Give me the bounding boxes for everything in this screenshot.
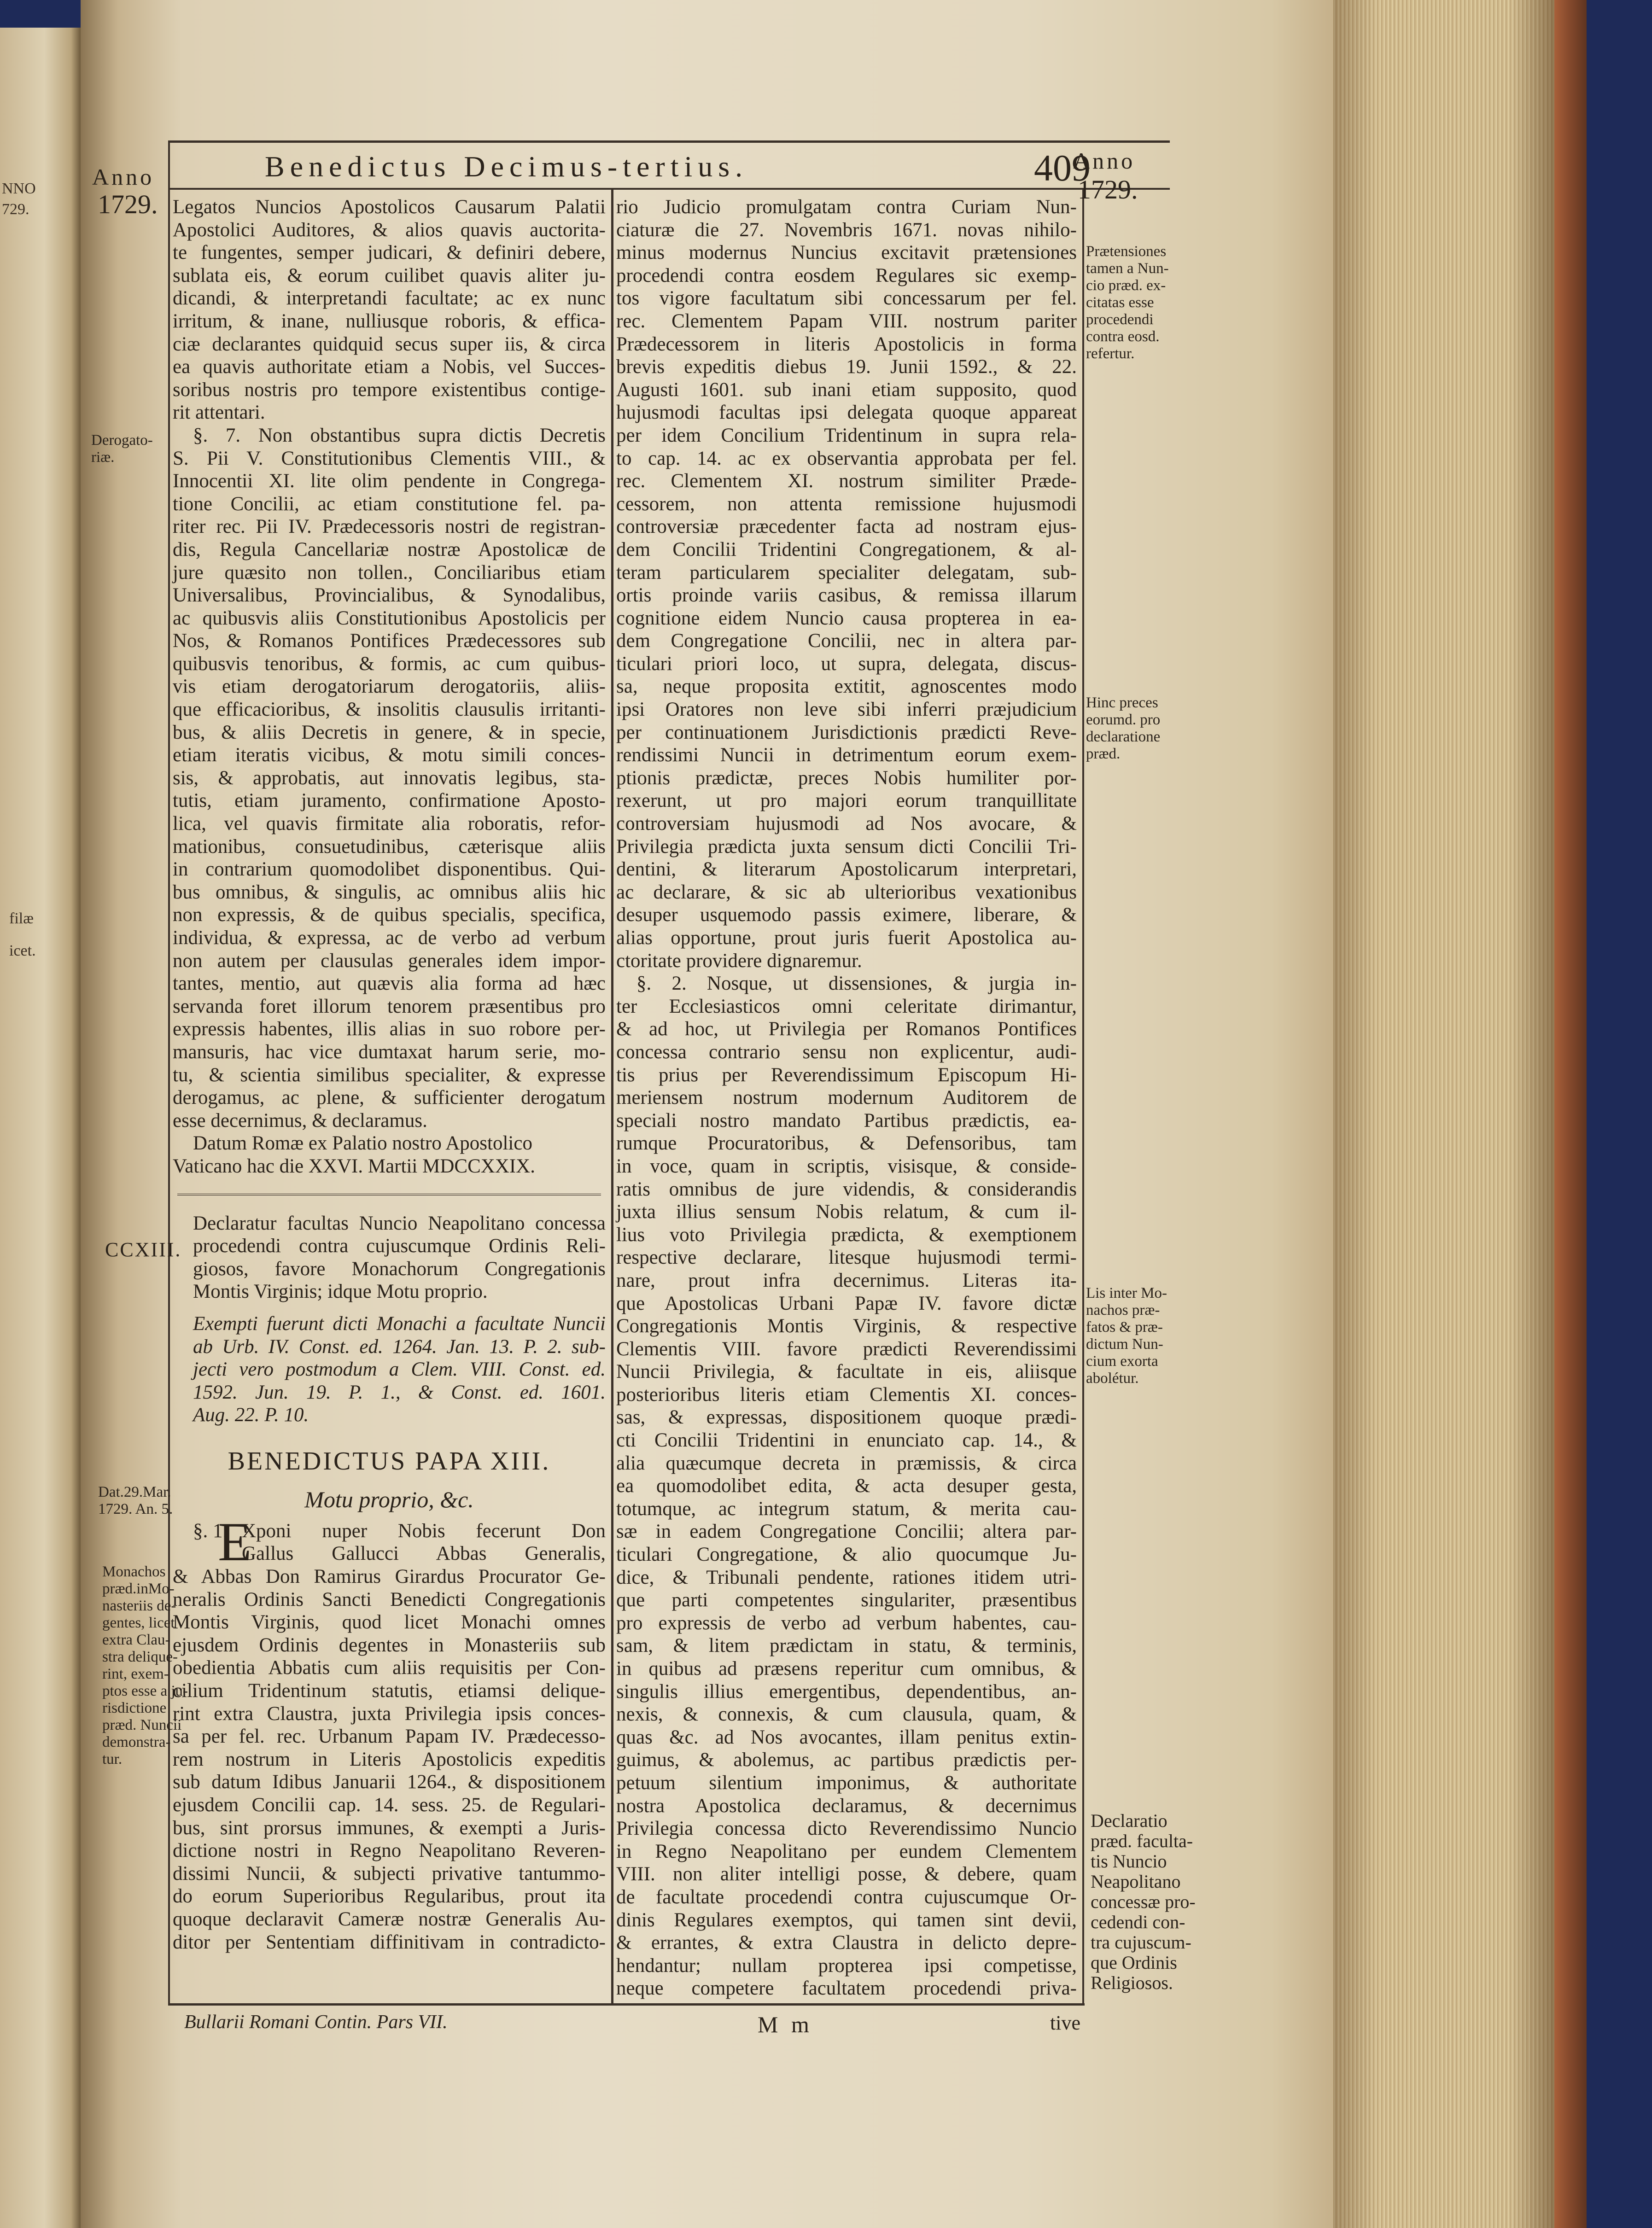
book-cover-edge	[1554, 0, 1587, 2228]
text-line: in voce, quam in scriptis, visisque, & conside-	[616, 1155, 1077, 1177]
margin-line: Monachos	[102, 1563, 166, 1580]
text-line: bus, & aliis Decretis in genere, & in specie,	[173, 721, 606, 743]
text-line: soribus nostris pro tempore existentibus contige-	[173, 379, 606, 401]
anno-label-right: Anno	[1073, 148, 1136, 174]
text-line: Declaratur facultas Nuncio Neapolitano concessa	[193, 1212, 606, 1234]
margin-line: refertur.	[1086, 345, 1135, 362]
text-line: giosos, favore Monachorum Congregationis	[193, 1258, 606, 1280]
margin-note-derogatoriae	[91, 432, 153, 466]
page-number: 409	[1034, 147, 1091, 189]
text-line: servanda foret illorum tenorem præsentibus pro	[173, 995, 606, 1017]
text-line: ciæ declarantes quidquid secus super iis, & circa	[173, 333, 606, 355]
text-line: Aug. 22. P. 10.	[193, 1404, 309, 1426]
text-line: dem Concilii Tridentini Congregationem, & al-	[616, 538, 1077, 560]
text-line: Vaticano hac die XXVI. Martii MDCCXXIX.	[173, 1155, 535, 1177]
margin-line: tamen a Nun-	[1086, 260, 1169, 277]
text-line: to cap. 14. ac ex observantia approbata per fel.	[616, 447, 1077, 469]
text-line: Nos, & Romanos Pontifices Prædecessores sub	[173, 630, 606, 652]
text-line: cessorem, non attenta remissione hujusmodi	[616, 493, 1077, 515]
margin-line: ptos esse a ju-	[102, 1683, 188, 1699]
text-line: brevis expeditis diebus 19. Junii 1592., & 22.	[616, 356, 1077, 378]
text-line: bus, sint prorsus immunes, & exempti a Juris-	[173, 1817, 606, 1839]
text-line: tantes, mentio, aut quævis alia forma ad hæc	[173, 973, 606, 995]
text-line: individua, & expressa, ac de verbo ad verbum	[173, 927, 606, 949]
text-line: Privilegia concessa dicto Reverendissimo Nuncio	[616, 1818, 1077, 1840]
year-left: 1729.	[98, 189, 158, 219]
left-page-fragment: NNO	[2, 180, 36, 197]
text-line: derogamus, ac plene, & sufficienter derogatum	[173, 1087, 606, 1109]
margin-line: Prætensiones	[1086, 243, 1167, 260]
text-line: desuper usquemodo passis eximere, liberare, &	[616, 904, 1077, 926]
text-line: Xponi nuper Nobis fecerunt Don	[242, 1520, 606, 1542]
text-line: de facultate procedendi contra cujuscumque Or-	[616, 1886, 1077, 1908]
text-line: sas, & expressas, dispositionem quoque prædi-	[616, 1406, 1077, 1429]
frame-bottom-rule	[168, 2003, 1085, 2006]
margin-line: stra delique-	[102, 1649, 178, 1665]
margin-line: Dat.29.Mar.	[98, 1484, 171, 1500]
text-line: in contrarium quomodolibet disponentibus. Qui-	[173, 858, 606, 881]
text-line: nexis, & connexis, & cum clausula, quam, &	[616, 1703, 1077, 1726]
text-line: sa, neque proposita extitit, agnoscentes modo	[616, 676, 1077, 698]
text-line: in quibus ad præsens reperitur cum omnibus, &	[616, 1658, 1077, 1680]
left-page-fragment: icet.	[9, 942, 36, 959]
margin-note-declaratio	[1091, 1811, 1196, 1993]
text-line: rint extra Claustra, juxta Privilegia ipsis conces-	[173, 1703, 606, 1725]
text-line: ab Urb. IV. Const. ed. 1264. Jan. 13. P. 2. sub-	[193, 1336, 606, 1358]
text-line: dice, & Tribunali pendente, rationes itidem utri-	[616, 1566, 1077, 1588]
text-line: que Apostolicas Urbani Papæ IV. favore dictæ	[616, 1292, 1077, 1314]
text-line: ticulari priori loco, ut supra, delegata, discus-	[616, 653, 1077, 675]
text-line: rec. Clementem XI. nostrum similiter Præde-	[616, 470, 1077, 492]
text-line: controversiam hujusmodi ad Nos avocare, &	[616, 813, 1077, 835]
text-line: ptionis prædictæ, preces Nobis humiliter por-	[616, 767, 1077, 789]
text-line: tione Concilii, ac etiam constitutione fel. pa-	[173, 493, 606, 515]
text-line: minus modernus Nuncius excitavit prætensiones	[616, 242, 1077, 264]
margin-line: que Ordinis	[1091, 1952, 1177, 1973]
text-line: rem nostrum in Literis Apostolicis expeditis	[173, 1748, 606, 1770]
text-line: dem Congregatione Concilii, nec in altera par-	[616, 630, 1077, 652]
text-line: posterioribus literis etiam Clementis XI. conces-	[616, 1383, 1077, 1406]
text-line: dis, Regula Cancellariæ nostræ Apostolicæ de	[173, 538, 606, 560]
catchword: tive	[1050, 2012, 1080, 2034]
margin-note-lis-inter	[1086, 1285, 1167, 1387]
text-line: pro expressis de verbo ad verbum habentes, cau-	[616, 1612, 1077, 1634]
text-line: cti Concilii Tridentini in enunciato cap. 14., &	[616, 1429, 1077, 1452]
text-line: petuum silentium imponimus, & authoritate	[616, 1772, 1077, 1794]
margin-note-praetensiones	[1086, 243, 1169, 362]
text-line: tis prius per Reverendissimum Episcopum Hi-	[616, 1064, 1077, 1086]
left-page-fragment: filæ	[9, 910, 34, 927]
text-line: per continuationem Jurisdictionis prædicti Reve-	[616, 721, 1077, 743]
text-line: lica, vel quavis firmitate alia roboratis, refor-	[173, 813, 606, 835]
margin-line: nachos præ-	[1086, 1302, 1160, 1318]
margin-line: præd. faculta-	[1091, 1831, 1193, 1851]
margin-line: demonstra-	[102, 1734, 171, 1750]
text-line: etiam iteratis vicibus, & motu simili conces-	[173, 744, 606, 766]
text-line: procedendi contra cujuscumque Ordinis Reli-	[193, 1235, 606, 1257]
margin-line: citatas esse	[1086, 294, 1154, 311]
text-line: in Regno Neapolitano per eundem Clementem	[616, 1840, 1077, 1862]
text-line: sa per fel. rec. Urbanum Papam IV. Prædecesso-	[173, 1726, 606, 1748]
text-line: concessa contrario sensu non explicentur, audi-	[616, 1041, 1077, 1063]
text-line: neque competere facultatem procedendi priva-	[616, 1977, 1077, 2000]
text-line: Datum Romæ ex Palatio nostro Apostolico	[193, 1132, 532, 1155]
text-line: obedientia Abbatis cum aliis requisitis per Con-	[173, 1657, 606, 1679]
text-line: dinis Regulares exemptos, qui tamen sint devii,	[616, 1909, 1077, 1931]
text-line: procedendi contra eosdem Regulares sic exemp-	[616, 264, 1077, 286]
margin-line: gentes, licet	[102, 1615, 175, 1631]
text-line: rumque Procuratoribus, & Defensoribus, tam	[616, 1132, 1077, 1155]
margin-note-hinc-preces	[1086, 694, 1160, 763]
text-line: Legatos Nuncios Apostolicos Causarum Palatii	[173, 196, 606, 218]
text-line: Augusti 1601. sub inani etiam supposito, quod	[616, 379, 1077, 401]
text-line: ac quibusvis aliis Constitutionibus Apostolicis per	[173, 607, 606, 629]
text-line: per idem Concilium Tridentinum in supra rela-	[616, 424, 1077, 446]
margin-line: eorumd. pro	[1086, 712, 1161, 728]
margin-line: contra eosd.	[1086, 328, 1160, 345]
text-line: cilium Tridentinum statutis, etiamsi delique-	[173, 1680, 606, 1702]
text-line: expressis habentes, illis alias in suo robore per-	[173, 1018, 606, 1040]
text-line: sæ in eadem Congregatione Concilii; altera par-	[616, 1521, 1077, 1543]
text-line: ea quavis authoritate etiam a Nobis, vel Succes-	[173, 356, 606, 378]
text-line: dictione nostri in Regno Neapolitano Reveren-	[173, 1840, 606, 1862]
text-line: Montis Virginis; idque Motu proprio.	[193, 1281, 488, 1303]
text-line: speciali nostro mandato Partibus prædictis, ea-	[616, 1109, 1077, 1131]
text-line: teram particularem specialiter delegatam, sub-	[616, 561, 1077, 583]
text-line: te fungentes, semper judicari, & definiri debere,	[173, 242, 606, 264]
drop-capital: E	[218, 1511, 252, 1572]
text-line: nostra Apostolica declaramus, & decernimus	[616, 1795, 1077, 1817]
running-title: Benedictus Decimus-tertius.	[265, 150, 748, 183]
margin-line: nasteriis de-	[102, 1598, 176, 1614]
margin-line: Religiosos.	[1091, 1972, 1173, 1993]
text-line: do eorum Superioribus Regularibus, prout ita	[173, 1885, 606, 1907]
text-line: ctoritate providere dignaremur.	[616, 950, 862, 972]
margin-line: Lis inter Mo-	[1086, 1285, 1167, 1301]
text-line: ciaturæ die 27. Novembris 1671. novas nihilo-	[616, 219, 1077, 241]
text-line: hendantur; nullam propterea ipsi competisse,	[616, 1954, 1077, 1977]
text-line: ipsi Oratores non leve sibi inferri præjudicium	[616, 699, 1077, 721]
text-line: §. 2. Nosque, ut dissensiones, & jurgia in-	[636, 973, 1077, 995]
margin-line: præd.inMo-	[102, 1581, 175, 1597]
text-line: sub datum Idibus Januarii 1264., & dispositionem	[173, 1771, 606, 1793]
text-line: sis, & approbatis, aut innovatis legibus, sta-	[173, 767, 606, 789]
text-line: & ad hoc, ut Privilegia per Romanos Pontifices	[616, 1018, 1077, 1040]
text-line: juxta illius sensum Nobis relatum, & cum il-	[616, 1201, 1077, 1223]
text-line: Privilegia prædicta juxta sensum dicti Concilii Tri-	[616, 835, 1077, 857]
pope-heading: BENEDICTUS PAPA XIII.	[228, 1446, 551, 1476]
motu-proprio: Motu proprio, &c.	[304, 1486, 474, 1512]
text-line: Innocentii XI. lite olim pendente in Congrega-	[173, 470, 606, 492]
text-line: quas &c. ad Nos avocantes, illam penitus extin-	[616, 1726, 1077, 1748]
text-line: dissimi Nuncii, & subjecti privative tantummo-	[173, 1862, 606, 1884]
margin-line: præd.	[1086, 746, 1121, 762]
margin-line: procedendi	[1086, 311, 1154, 328]
text-line: Apostolici Auditores, & alios quavis auctorita-	[173, 219, 606, 241]
text-line: cognitione eidem Nuncio causa propterea in ea-	[616, 607, 1077, 629]
text-line: ditor per Sententiam diffinitivam in contradicto-	[173, 1931, 606, 1953]
margin-line: rint, exem-	[102, 1666, 169, 1682]
text-line: tu, & scientia similibus specialiter, & expresse	[173, 1064, 606, 1086]
text-line: neralis Ordinis Sancti Benedicti Congregationis	[173, 1588, 606, 1610]
section-1-text	[173, 1511, 606, 1954]
margin-line: cedendi con-	[1091, 1912, 1185, 1932]
margin-line: tis Nuncio	[1091, 1851, 1167, 1872]
text-line: non expressis, & de quibus specialis, specifica,	[173, 904, 606, 926]
text-line: controversiæ præcedenter facta ad nostram ejus-	[616, 516, 1077, 538]
text-line: dentini, & literarum Apostolicarum interpretari,	[616, 858, 1077, 881]
text-line: S. Pii V. Constitutionibus Clementis VIII., &	[173, 447, 606, 469]
exemption-note	[173, 1312, 606, 1427]
text-line: que parti competentes singulariter, præsentibus	[616, 1589, 1077, 1611]
text-line: esse decernimus, & declaramus.	[173, 1109, 427, 1131]
text-line: Universalibus, Provincialibus, & Synodalibus,	[173, 584, 606, 607]
text-line: rendissimi Nuncii in detrimentum eorum exem-	[616, 744, 1077, 766]
constitution-end-text	[173, 196, 606, 1178]
text-line: Prædecessorem in literis Apostolicis in forma	[616, 333, 1077, 355]
text-line: rec. Clementem Papam VIII. nostrum pariter	[616, 310, 1077, 332]
margin-line: 1729. An. 5.	[98, 1501, 173, 1517]
margin-line: abolétur.	[1086, 1370, 1139, 1387]
text-line: Clementis VIII. favore prædicti Reverendissimi	[616, 1338, 1077, 1360]
margin-line: Neapolitano	[1091, 1871, 1181, 1892]
column-divider-rule	[611, 188, 613, 2003]
text-line: respective declarare, litesque hujusmodi termi-	[616, 1247, 1077, 1269]
text-line: meriensem nostrum modernum Auditorem de	[616, 1087, 1077, 1109]
anno-label-left: Anno	[92, 164, 155, 190]
text-line: Gallus Gallucci Abbas Generalis,	[242, 1543, 606, 1565]
text-line: ea quomodolibet edita, & acta desuper gesta,	[616, 1475, 1077, 1497]
text-line: rit attentari.	[173, 402, 265, 424]
page-block-edge	[1333, 0, 1554, 2228]
margin-line: concessæ pro-	[1091, 1891, 1196, 1912]
left-page-fragment: 729.	[2, 201, 29, 218]
header-rule-lower	[168, 188, 1170, 190]
left-page-edge	[0, 28, 81, 2228]
text-line: & errantes, & extra Claustra in delicto depre-	[616, 1932, 1077, 1954]
text-line: alia quæcumque decreta in præmissis, & circa	[616, 1452, 1077, 1474]
text-line: guimus, & abolemus, ac partibus prædictis per-	[616, 1749, 1077, 1771]
text-line: sam, & litem prædictam in statu, & terminis,	[616, 1635, 1077, 1657]
text-line: ratis omnibus de jure videndis, & considerandis	[616, 1178, 1077, 1200]
header-rule	[168, 140, 1170, 143]
margin-line: Derogato-	[91, 432, 153, 449]
text-line: ticulari Congregatione, & alio quocumque Ju-	[616, 1544, 1077, 1566]
text-line: §. 7. Non obstantibus supra dictis Decretis	[193, 424, 606, 446]
footer-title: Bullarii Romani Contin. Pars VII.	[184, 2012, 448, 2033]
text-line: VIII. non aliter intelligi posse, & debere, quam	[616, 1863, 1077, 1885]
margin-line: præd. Nuncii	[102, 1717, 182, 1733]
text-line: ejusdem Ordinis degentes in Monasteriis sub	[173, 1634, 606, 1656]
section-separator	[177, 1187, 601, 1196]
text-line: tutis, etiam juramento, confirmatione Aposto-	[173, 790, 606, 812]
text-line: vis etiam derogatoriarum derogatoriis, aliis-	[173, 676, 606, 698]
text-line: rexerunt, ut pro majori eorum tranquillitate	[616, 790, 1077, 812]
text-line: quoque declaravit Cameræ nostræ Generalis Au-	[173, 1908, 606, 1930]
text-line: ejusdem Concilii cap. 14. sess. 25. de Regulari-	[173, 1794, 606, 1816]
signature-mark: M m	[758, 2012, 813, 2037]
text-line: mationibus, consuetudinibus, cæterisque aliis	[173, 835, 606, 857]
constitution-summary	[173, 1212, 606, 1303]
margin-note-date	[98, 1484, 173, 1518]
right-margin-rule	[1082, 188, 1084, 2003]
text-line: tos vigore facultatum sibi concessarum per fel.	[616, 287, 1077, 309]
text-line: Congregationis Montis Virginis, & respective	[616, 1315, 1077, 1337]
text-column-left	[173, 196, 606, 1954]
margin-line: extra Clau-	[102, 1632, 170, 1648]
text-line: Nuncii Privilegia, & facultate in eis, aliisque	[616, 1361, 1077, 1383]
text-line: jecti vero postmodum a Clem. VIII. Const. ed.	[193, 1359, 606, 1381]
margin-line: declaratione	[1086, 729, 1161, 745]
text-line: 1592. Jun. 19. P. 1., & Const. ed. 1601.	[193, 1381, 606, 1403]
text-line: singulis illius emergentibus, dependentibus, an-	[616, 1680, 1077, 1703]
constitution-number: CCXIII.	[105, 1238, 182, 1261]
year-right: 1729.	[1078, 175, 1138, 204]
text-line: que efficacioribus, & insolitis clausulis irritanti-	[173, 699, 606, 721]
text-line: & Abbas Don Ramirus Girardus Procurator Ge-	[173, 1566, 606, 1588]
margin-line: risdictione	[102, 1700, 167, 1716]
margin-line: tur.	[102, 1751, 123, 1767]
text-line: rio Judicio promulgatam contra Curiam Nun-	[616, 196, 1077, 218]
margin-line: dictum Nun-	[1086, 1336, 1163, 1353]
text-line: riter rec. Pii IV. Prædecessoris nostri de registran-	[173, 516, 606, 538]
section-1-lines	[173, 1511, 606, 1954]
margin-line: riæ.	[91, 449, 115, 466]
text-line: dicandi, & interpretandi facultate; ac ex nunc	[173, 287, 606, 309]
text-line: mansuris, hac vice dumtaxat harum serie, mo-	[173, 1041, 606, 1063]
text-line: lius voto Privilegia prædicta, & exemptionem	[616, 1224, 1077, 1246]
text-line: irritum, & inane, nulliusque roboris, & effica-	[173, 310, 606, 332]
text-line: bus omnibus, & singulis, ac omnibus aliis hic	[173, 881, 606, 903]
margin-line: cium exorta	[1086, 1353, 1158, 1370]
text-line: ortis proinde variis casibus, & remissa illarum	[616, 584, 1077, 607]
text-line: quibusvis tenoribus, & formis, ac cum quibus-	[173, 653, 606, 675]
text-line: Exempti fuerunt dicti Monachi a facultate Nuncii	[193, 1312, 606, 1335]
text-line: non autem per clausulas generales idem impor-	[173, 950, 606, 972]
margin-line: Declaratio	[1091, 1810, 1167, 1831]
text-line: ter Ecclesiasticos omni celeritate dirimantur,	[616, 995, 1077, 1017]
text-line: hujusmodi facultas ipsi delegata quoque appareat	[616, 402, 1077, 424]
text-line: jure quæsito non tollen., Conciliaribus etiam	[173, 561, 606, 583]
text-line: sublata eis, & eorum cuilibet quavis aliter ju-	[173, 264, 606, 286]
text-line: alias opportune, prout juris fuerit Apostolica au-	[616, 927, 1077, 949]
text-line: Montis Virginis, quod licet Monachi omnes	[173, 1611, 606, 1633]
margin-line: cio præd. ex-	[1086, 277, 1166, 294]
margin-line: tra cujuscum-	[1091, 1932, 1191, 1953]
text-line: ac declarare, & sic ab ulterioribus vexationibus	[616, 881, 1077, 903]
text-line: totumque, ac integrum statum, & merita cau-	[616, 1498, 1077, 1520]
text-column-right	[616, 196, 1077, 2000]
margin-line: fatos & præ-	[1086, 1319, 1163, 1336]
text-line: nare, prout infra decernimus. Literas ita-	[616, 1269, 1077, 1291]
margin-line: Hinc preces	[1086, 694, 1158, 711]
section-1-mark: §. 1.	[193, 1520, 228, 1542]
